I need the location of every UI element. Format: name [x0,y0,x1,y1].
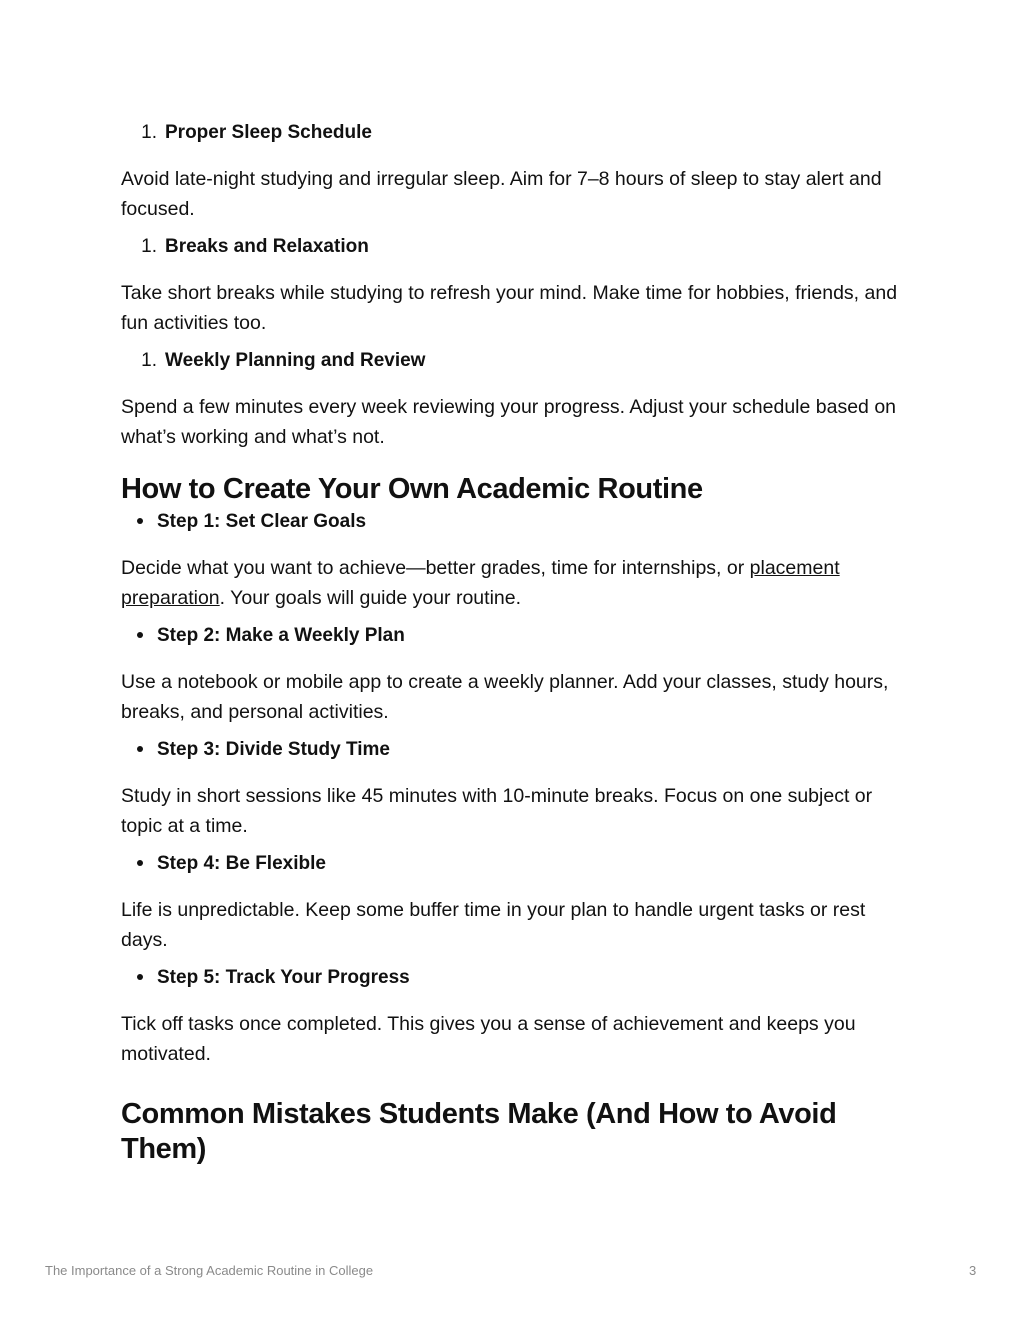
numbered-item [121,236,905,264]
step-title: Step 3: Divide Study Time [157,739,390,760]
document-body [121,122,905,1171]
paragraph [121,553,905,613]
item-title: Proper Sleep Schedule [165,122,372,143]
bullet-icon [121,521,157,527]
item-number: 1. [141,122,157,143]
footer-title: The Importance of a Strong Academic Routine in College [45,1263,374,1278]
page-number: 3 [969,1263,977,1278]
paragraph-text: Decide what you want to achieve—better grades, time for internships, or [121,557,750,579]
paragraph: Take short breaks while studying to refresh your mind. Make time for hobbies, friends, and fun activities too. [121,282,898,334]
paragraph: Tick off tasks once completed. This gives you a sense of achievement and keeps you motivated. [121,1013,856,1065]
bullet-item [121,739,905,767]
numbered-item [121,122,905,150]
paragraph: Life is unpredictable. Keep some buffer time in your plan to handle urgent tasks or rest days. [121,899,866,951]
item-title: Weekly Planning and Review [165,350,426,371]
item-title: Breaks and Relaxation [165,236,369,257]
paragraph: Use a notebook or mobile app to create a weekly planner. Add your classes, study hours, breaks, and personal activities. [121,671,889,723]
step-title: Step 2: Make a Weekly Plan [157,625,405,646]
item-number: 1. [141,350,157,371]
bullet-item [121,511,905,539]
paragraph: Avoid late-night studying and irregular sleep. Aim for 7–8 hours of sleep to stay alert and focused. [121,168,882,220]
numbered-item [121,350,905,378]
paragraph: Spend a few minutes every week reviewing your progress. Adjust your schedule based on what’s working and what’s not. [121,396,897,448]
section-heading: Common Mistakes Students Make (And How to Avoid Them) [121,1098,837,1165]
step-title: Step 1: Set Clear Goals [157,511,367,532]
step-title: Step 4: Be Flexible [157,853,326,874]
bullet-item [121,625,905,653]
bullet-icon [121,749,157,755]
paragraph: Study in short sessions like 45 minutes with 10-minute breaks. Focus on one subject or topic at a time. [121,785,873,837]
item-number: 1. [141,236,157,257]
placement-preparation-link[interactable]: placement preparation [121,557,840,609]
paragraph-text: . Your goals will guide your routine. [219,587,522,609]
bullet-icon [121,863,157,869]
bullet-icon [121,635,157,641]
bullet-item [121,967,905,995]
step-title: Step 5: Track Your Progress [157,967,410,988]
bullet-icon [121,977,157,983]
bullet-item [121,853,905,881]
section-heading: How to Create Your Own Academic Routine [121,473,703,505]
